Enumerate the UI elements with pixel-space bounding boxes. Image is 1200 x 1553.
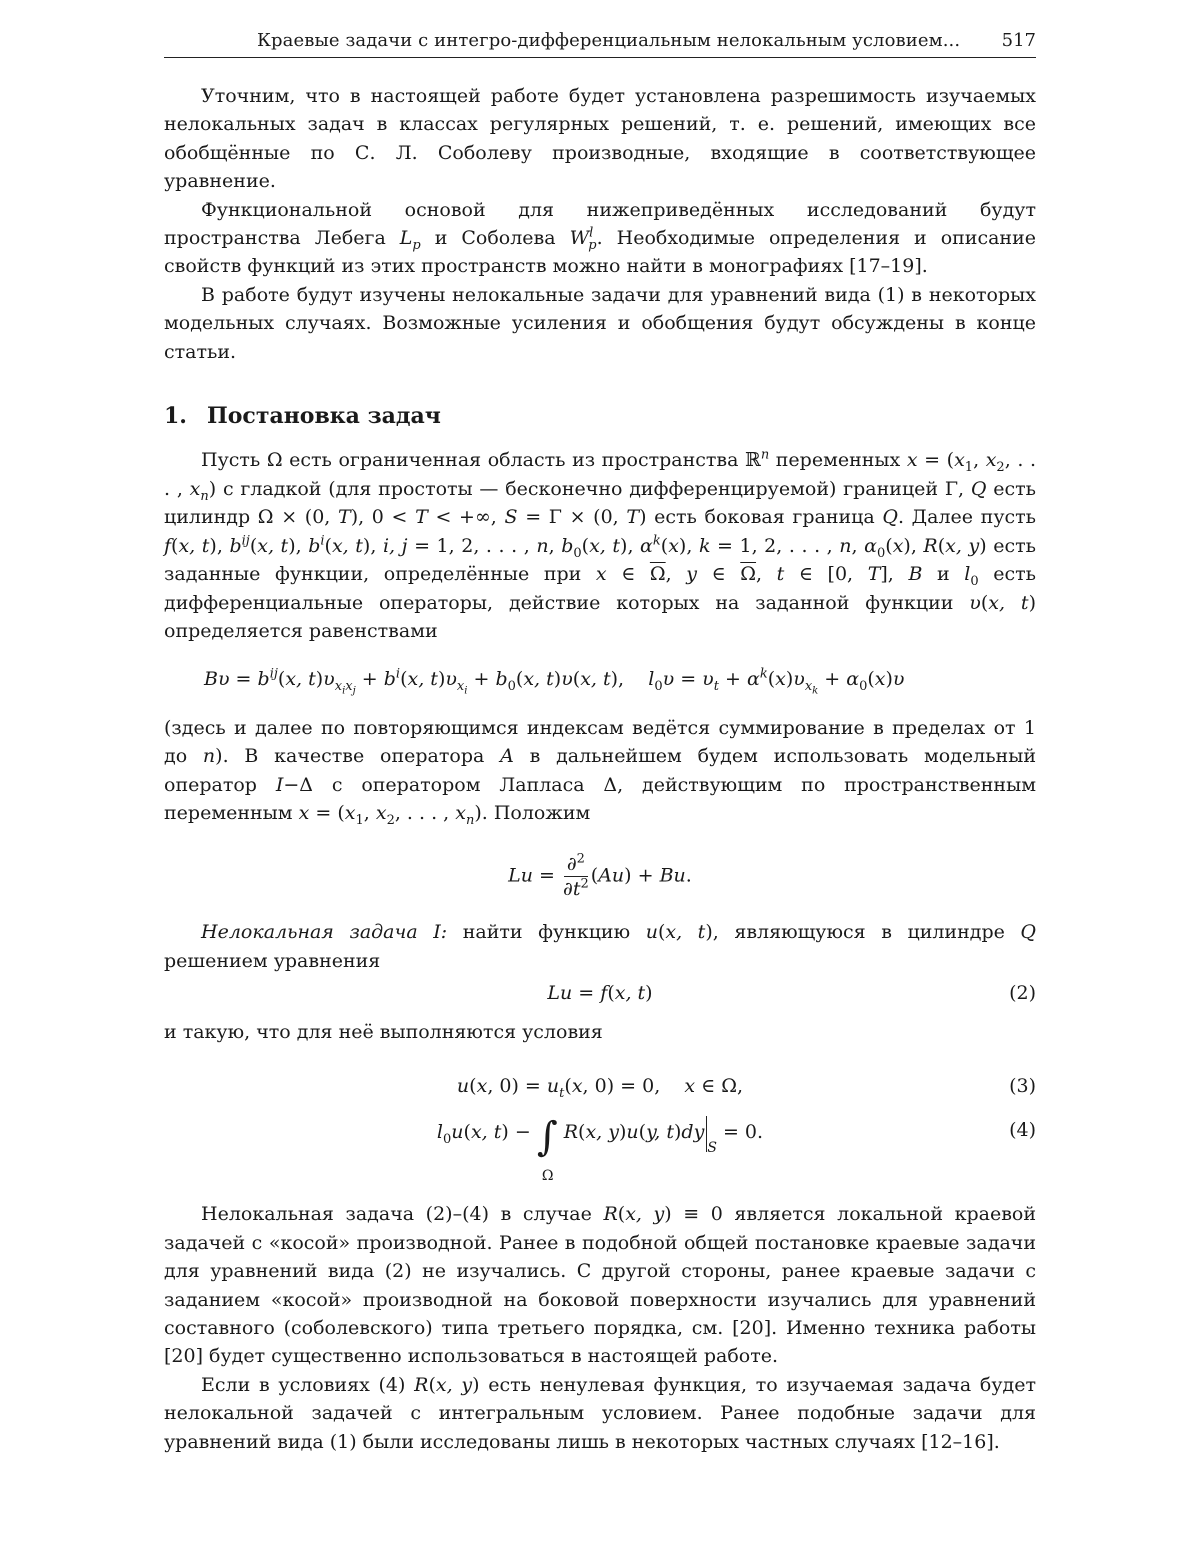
integral-expression: $l_0u(x$, t) − ∫ Ω R(x, y)u(y, $t)dy_S = 0$. <box>436 1114 764 1185</box>
paragraph-problem: Нелокальная задача I: найти функцию u(x, t), являющуюся в цилиндре Q решением уравнения <box>164 921 1036 972</box>
section-heading <box>164 402 1036 430</box>
equation-2: Lu = f(x, t) (2) <box>164 979 1036 1007</box>
running-title: Краевые задачи с интегро-дифференциальным нелокальным условием... <box>257 30 961 51</box>
problem-label: Нелокальная задача I: <box>201 921 448 944</box>
equation-number-3: (3) <box>1009 1074 1036 1097</box>
page-number: 517 <box>1001 30 1036 51</box>
paragraph-closing-1: Нелокальная задача (2)–(4) в случае R(x, y) ≡ 0 является локальной краевой задачей с «косой» производной. Ранее в подобной общей постановке краевые задачи для уравнений вида (2) не изучались. С другой стороны, ранее краевые задачи с заданием «косой» производной на боковой поверхности изучались для уравнений составного (соболевского) типа третьего порядка, см. [20]. Именно техника работы [20] будет существенно использоваться в настоящей работе. <box>164 1203 1036 1368</box>
article-body <box>164 82 1036 1456</box>
equation-4 <box>164 1116 1036 1186</box>
running-head <box>164 30 1036 58</box>
paragraph-after-operators: (здесь и далее по повторяющимся индексам ведётся суммирование в пределах от 1 до n). В качестве оператора A в дальнейшем будем использовать модельный оператор I−Δ с оператором Лапласа Δ, действующим по пространственным переменным $x = (x_1$, $x_2$, . . . , $x_n$). Положим <box>164 716 1036 828</box>
section-title: Постановка задач <box>206 403 441 430</box>
display-equation-L: Lu = $\frac{\partial^2}{\partial t^2}$ (Au) + Bu. <box>508 852 692 901</box>
paragraph-closing-2: Если в условиях (4) R(x, y) есть ненулевая функция, то изучаемая задача будет нелокальной задачей с интегральным условием. Ранее подобные задачи для уравнений вида (1) были исследованы лишь в некоторых частных случаях [12–16]. <box>164 1373 1036 1453</box>
paragraph-intro-2: Функциональной основой для нижеприведённых исследований будут пространства Лебега $L_p$ и Соболева $W^l_p$. Необходимые определения и описание свойств функций из этих пространств можно найти в монографиях [17–19]. <box>164 198 1036 278</box>
paragraph-intro-1: Уточним, что в настоящей работе будет установлена разрешимость изучаемых нелокальных задач в классах регулярных решений, т. е. решений, имеющих все обобщённые по С. Л. Соболеву производные, входящие в соответствующее уравнение. <box>164 85 1036 193</box>
equation-number-4: (4) <box>1009 1119 1036 1142</box>
equation-3: u(x, $0) = u_t(x$, 0) = 0, x ∈ Ω, (3) <box>164 1072 1036 1100</box>
display-equation-operators: $B\upsilon = b^{ij}(x$, $t)\upsilon_{x_ix_j} + b^i(x$, $t)\upsilon_{x_i} + b_0(x$, t)υ(x, t), $l_0\upsilon = \upsilon_t + \alpha^k(x)\upsilon_{x_k} + \alpha_0(x)\upsilon$ <box>204 666 905 697</box>
equation-number-2: (2) <box>1009 982 1036 1005</box>
page <box>164 30 1036 1456</box>
paragraph-setup: Пусть Ω есть ограниченная область из пространства ℝ$^n$ переменных $x = (x_1$, $x_2$, . . . , $x_n$) с гладкой (для простоты — бесконечно дифференцируемой) границей Γ, Q есть цилиндр Ω × (0, T), 0 < T < +∞, S = Γ × (0, T) есть боковая граница Q. Далее пусть f(x, t), $b^{ij}(x$, t), $b^i(x$, t), i, j = 1, 2, . . . , n, $b_0(x$, t), $\alpha^k(x)$, k = 1, 2, . . . , n, $\alpha_0(x)$, R(x, y) есть заданные функции, определённые при x ∈ $\overline{\Omega}$, y ∈ $\overline{\Omega}$, t ∈ [0, T], B и $l_0$ есть дифференциальные операторы, действие которых на заданной функции υ(x, t) определяется равенствами <box>164 448 1036 642</box>
paragraph-conditions-intro: и такую, что для неё выполняются условия <box>164 1020 603 1043</box>
paragraph-intro-3: В работе будут изучены нелокальные задачи для уравнений вида (1) в некоторых модельных случаях. Возможные усиления и обобщения будут обсуждены в конце статьи. <box>164 283 1036 363</box>
section-number: 1. <box>164 403 187 430</box>
